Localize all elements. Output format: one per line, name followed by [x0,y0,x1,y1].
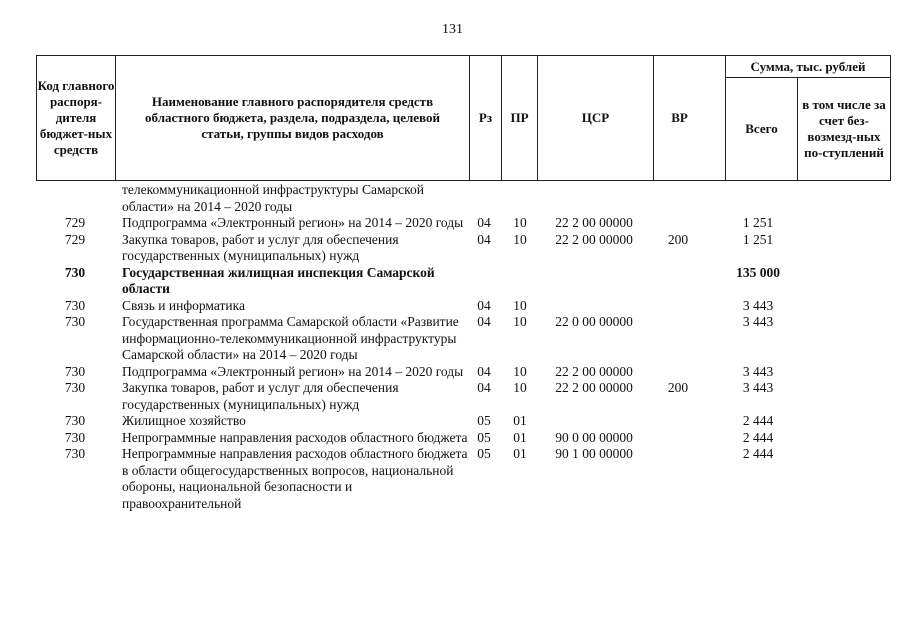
row-total: 135 000 [736,264,780,280]
page-number: 131 [442,22,463,37]
row-pr: 01 [513,413,527,428]
row-rz: 04 [477,297,491,313]
row-csr: 22 2 00 00000 [555,380,633,395]
row-pr: 10 [513,231,527,247]
row-name: Закупка товаров, работ и услуг для обеспечения государственных (муниципальных) нужд [122,231,399,263]
table-row [36,446,891,512]
row-name: Государственная программа Самарской области «Развитие информационно-телекоммуникационной инфраструктуры Самарской области» на 2014 – 2020 годы [122,314,459,362]
header-total: Всего [725,78,797,180]
row-code: 730 [64,314,86,329]
table-body [36,182,891,512]
row-total: 2 444 [742,429,774,445]
table-row [36,298,891,315]
row-csr: 22 2 00 00000 [555,215,633,230]
row-rz: 04 [477,215,491,230]
row-csr: 90 0 00 00000 [555,429,633,445]
row-pr: 10 [513,363,527,379]
row-total: 3 443 [742,297,774,313]
row-rz: 05 [477,413,491,428]
header-sum: Сумма, тыс. рублей [725,56,890,78]
row-name: Подпрограмма «Электронный регион» на 2014 – 2020 годы [122,215,464,230]
row-code: 730 [64,429,86,445]
row-code: 730 [64,363,86,379]
header-name: Наименование главного распорядителя средств областного бюджета, раздела, подраздела, целевой статьи, группы видов расходов [115,56,469,180]
header-vr: ВР [653,56,705,180]
header-code: Код главного распоря-дителя бюджет-ных средств [37,78,115,157]
row-csr: 90 1 00 00000 [555,446,633,461]
row-code: 729 [64,215,86,230]
row-rz: 04 [477,314,491,329]
row-csr: 22 2 00 00000 [555,363,633,379]
row-name: Связь и информатика [122,297,245,313]
row-vr: 200 [667,231,689,247]
row-name: Непрограммные направления расходов областного бюджета [122,429,468,445]
row-code: 730 [64,297,86,313]
table-row [36,215,891,232]
row-pr: 10 [513,314,527,329]
row-code: 729 [64,231,86,247]
row-rz: 04 [477,231,491,247]
table-row [36,314,891,364]
row-name: Подпрограмма «Электронный регион» на 2014 – 2020 годы [122,363,464,379]
row-code: 730 [64,446,86,461]
table-row [36,413,891,430]
row-pr: 10 [513,297,527,313]
row-pr: 01 [513,429,527,445]
row-name: Закупка товаров, работ и услуг для обеспечения государственных (муниципальных) нужд [122,380,399,412]
row-vr: 200 [667,380,689,395]
header-rz: Рз [469,56,501,180]
row-total: 2 444 [742,413,774,428]
header-csr: ЦСР [537,56,653,180]
row-total: 2 444 [742,446,774,461]
table-row [36,265,891,298]
row-csr: 22 0 00 00000 [555,314,633,329]
row-pr: 01 [513,446,527,461]
header-incl: в том числе за счет без-возмезд-ных по-ступлений [797,78,890,180]
row-name: Жилищное хозяйство [122,413,246,428]
table-header [36,55,891,181]
row-rz: 04 [477,363,491,379]
row-name: Государственная жилищная инспекция Самарской области [122,264,435,296]
row-code: 730 [64,380,86,395]
header-pr: ПР [501,56,537,180]
row-code: 730 [64,264,86,280]
row-rz: 04 [477,380,491,395]
table-row [36,380,891,413]
row-total: 1 251 [742,215,774,230]
row-name: Непрограммные направления расходов областного бюджета в области общегосударственных вопросов, национальной обороны, национальной безопасности и правоохранительной [122,446,468,511]
row-total: 3 443 [742,380,774,395]
row-csr: 22 2 00 00000 [555,231,633,247]
row-rz: 05 [477,429,491,445]
table-row [36,430,891,447]
row-rz: 05 [477,446,491,461]
table-row [36,232,891,265]
row-name: телекоммуникационной инфраструктуры Самарской области» на 2014 – 2020 годы [122,182,425,214]
row-pr: 10 [513,215,527,230]
row-total: 3 443 [742,314,774,329]
row-code: 730 [64,413,86,428]
row-total: 3 443 [742,363,774,379]
table-row [36,364,891,381]
row-pr: 10 [513,380,527,395]
row-total: 1 251 [742,231,774,247]
table-row [36,182,891,215]
